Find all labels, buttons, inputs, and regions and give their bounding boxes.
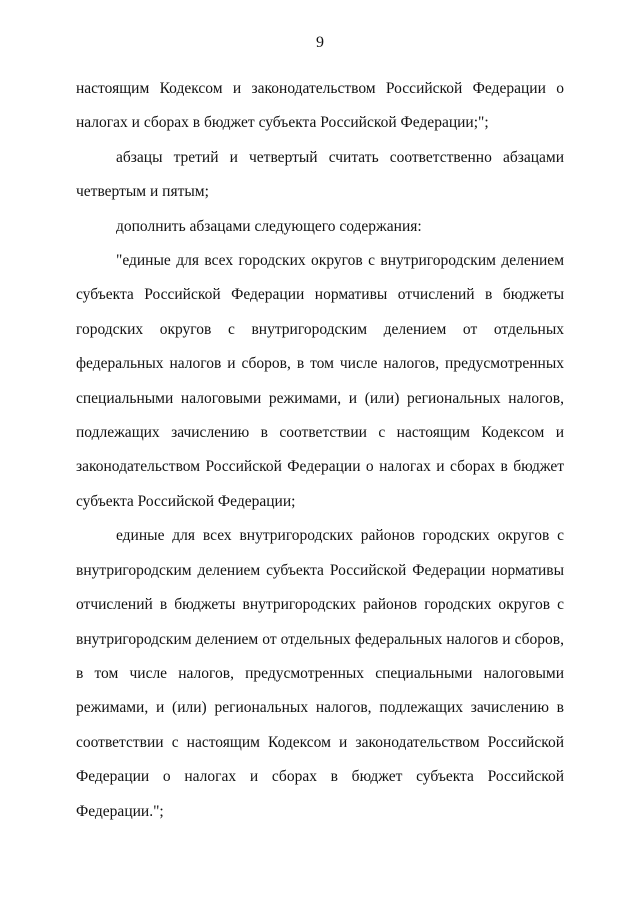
paragraph-continuation: настоящим Кодексом и законодательством Российской Федерации о налогах и сборах в бюджет субъекта Российской Федерации;";	[76, 80, 564, 132]
page-number: 9	[316, 34, 324, 51]
paragraph-intracity-areas-norms: единые для всех внутригородских районов городских округов с внутригородским делением субъекта Российской Федерации нормативы отчислений в бюджеты внутригородских районов городских округов с внутригородским делением от отдельных федеральных налогов и сборов, в том числе налогов, предусмотренных специальными налоговыми режимами, и (или) региональных налогов, подлежащих зачислению в соответствии с настоящим Кодексом и законодательством Российской Федерации о налогах и сборах в бюджет субъекта Российской Федерации.";	[76, 527, 564, 820]
paragraph-supplement-instruction: дополнить абзацами следующего содержания:	[116, 217, 422, 235]
paragraph-renumber-instruction: абзацы третий и четвертый считать соответственно абзацами четвертым и пятым;	[76, 148, 564, 201]
paragraph-city-districts-norms: "единые для всех городских округов с внутригородским делением субъекта Российской Федерации нормативы отчислений в бюджеты городских округов с внутригородским делением от отдельных федеральных налогов и сборов, в том числе налогов, предусмотренных специальными налоговыми режимами, и (или) региональных налогов, подлежащих зачислению в соответствии с настоящим Кодексом и законодательством Российской Федерации о налогах и сборах в бюджет субъекта Российской Федерации;	[76, 252, 564, 510]
document-body	[76, 72, 564, 829]
